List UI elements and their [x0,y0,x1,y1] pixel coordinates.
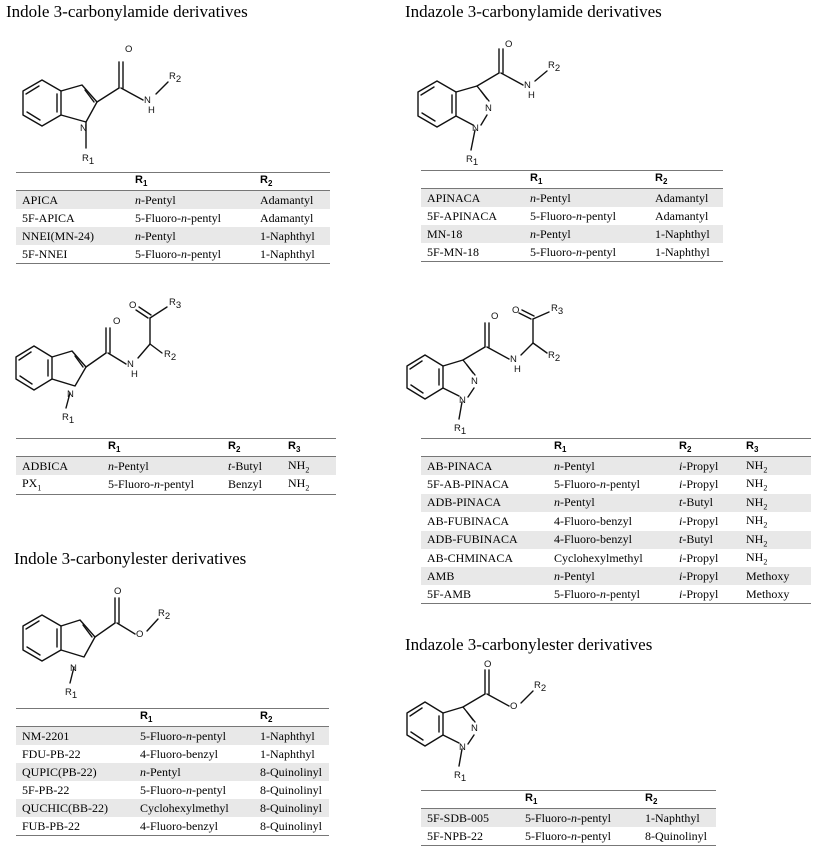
table-cell: 5-Fluoro-n-pentyl [525,828,611,843]
table-cell: n-Pentyl [548,494,673,512]
table-header-row [421,791,716,809]
table-cell: ADB-FUBINACA [421,531,548,549]
column-header: $R_3$ [740,439,811,457]
indole-carbonylamide-structure [0,30,220,170]
table-cell: 4-Fluoro-benzyl [140,818,218,833]
table-cell: $NH_2$ [746,549,768,567]
table-row [421,809,716,828]
table-row [421,567,811,585]
table-row [16,209,330,227]
nitrogen-atom: N [510,354,517,365]
table-cell: Methoxy [740,567,811,585]
oxygen-atom: O [512,305,520,316]
indazole-carbonylamide-structure [395,35,615,168]
nitrogen-atom: N [471,376,478,387]
section-title: Indazole 3-carbonylester derivatives [405,635,653,654]
hydrogen-atom: H [148,105,155,116]
table-cell: QUPIC(PB-22) [16,763,134,781]
r1-label: R1 [82,153,95,167]
table-row [16,245,330,264]
column-header [421,171,524,189]
r3-label: R3 [551,303,564,317]
table-cell: Cyclohexylmethyl [554,550,643,565]
table-cell: $NH_2$ [740,531,811,549]
table-cell: i-Propyl [673,567,740,585]
column-header: $R_2$ [254,173,330,191]
table-row [16,745,329,763]
r2-label: R2 [534,680,547,694]
r1-label: R1 [454,423,467,437]
nitrogen-atom: N [472,123,479,134]
substituent-table [16,438,336,495]
table-row [421,475,811,493]
table-cell: Adamantyl [260,210,314,225]
r2-label: R2 [164,349,177,363]
column-header: $R_1$ [524,171,649,189]
table-row [16,799,329,817]
table-row [421,827,716,846]
table-cell: 1-Naphthyl [639,809,716,828]
table-cell: n-Pentyl [548,567,673,585]
oxygen-atom: O [505,39,513,50]
indole-carbonylamide-r3-structure [0,290,220,430]
hydrogen-atom: H [131,369,138,380]
table-row [16,763,329,781]
table-cell: NM-2201 [16,727,134,746]
nitrogen-atom: N [67,389,74,400]
table-row [421,494,811,512]
section-title: Indole 3-carbonylester derivatives [14,549,247,568]
table-cell: 5F-PB-22 [22,782,70,797]
table-cell: i-Propyl [679,586,719,601]
nitrogen-atom: N [144,95,151,106]
table-cell: NNEI(MN-24) [16,227,129,245]
column-header: $R_3$ [282,439,336,457]
table-cell: $NH_2$ [282,457,336,476]
r2-label: R2 [548,350,561,364]
table-cell: AMB [421,567,548,585]
table-cell: 5F-APINACA [427,208,498,223]
table-row [421,457,811,476]
table-cell: i-Propyl [673,457,740,476]
r2-label: R2 [169,71,182,85]
column-header: $R_2$ [673,439,740,457]
table-cell: 1-Naphthyl [260,746,315,761]
r2-label: R2 [158,608,171,622]
nitrogen-atom: N [70,663,77,674]
indole-carbonylester-structure [0,575,200,700]
table-row [421,189,723,208]
table-cell: 5F-SDB-005 [421,809,519,828]
table-cell: n-Pentyl [548,457,673,476]
table-row [421,512,811,530]
table-cell: MN-18 [421,225,524,243]
table-cell: Adamantyl [655,208,709,223]
table-header-row [421,439,811,457]
substituent-table [421,170,723,262]
r1-label: R1 [62,412,75,426]
table-cell: ADBICA [16,457,102,476]
column-header: $R_1$ [129,173,254,191]
table-cell: 5F-AB-PINACA [427,477,510,492]
table-cell: 4-Fluoro-benzyl [554,513,632,528]
column-header [421,791,519,809]
table-cell: 1-Naphthyl [649,225,723,243]
table-cell: 4-Fluoro-benzyl [140,746,218,761]
oxygen-atom: O [129,300,137,311]
column-header: $R_1$ [519,791,639,809]
table-cell: 1-Naphthyl [655,244,710,259]
table-cell: 5-Fluoro-n-pentyl [108,477,194,492]
table-cell: 8-Quinolinyl [254,799,329,817]
column-header: $R_2$ [649,171,723,189]
table-cell: n-Pentyl [102,457,222,476]
column-header [16,709,134,727]
nitrogen-atom: N [485,103,492,114]
table-cell: 5-Fluoro-n-pentyl [135,246,221,261]
oxygen-atom: O [484,659,492,670]
table-cell: n-Pentyl [129,191,254,210]
table-cell: $PX_1$ [22,476,42,493]
table-cell: 5F-NNEI [22,246,68,261]
column-header: $R_2$ [222,439,282,457]
table-row [421,243,723,262]
column-header [16,173,129,191]
table-cell: i-Propyl [679,550,719,565]
oxygen-atom: O [114,586,122,597]
table-cell: 5F-NPB-22 [427,828,484,843]
table-cell: 1-Naphthyl [254,727,329,746]
table-cell: $NH_2$ [746,476,768,493]
table-cell: 8-Quinolinyl [260,818,322,833]
table-header-row [16,173,330,191]
table-cell: 5F-AMB [427,586,472,601]
table-cell: 5-Fluoro-n-pentyl [554,477,640,492]
section-title: Indole 3-carbonylamide derivatives [6,2,248,21]
hydrogen-atom: H [528,90,535,101]
column-header: $R_1$ [548,439,673,457]
table-row [421,549,811,567]
table-cell: n-Pentyl [524,189,649,208]
indazole-carbonylamide-r3-structure [395,305,615,435]
table-cell: i-Propyl [679,477,719,492]
column-header: $R_2$ [639,791,716,809]
table-header-row [16,709,329,727]
table-cell: FDU-PB-22 [22,746,81,761]
r1-label: R1 [454,770,467,784]
column-header: $R_1$ [102,439,222,457]
column-header: $R_1$ [134,709,254,727]
table-cell: Adamantyl [649,189,723,208]
table-cell: Adamantyl [254,191,330,210]
oxygen-atom: O [510,701,518,712]
r1-label: R1 [65,687,78,701]
table-row [421,531,811,549]
table-cell: APICA [16,191,129,210]
table-row [16,475,336,494]
table-cell: 5-Fluoro-n-pentyl [134,727,254,746]
table-cell: $NH_2$ [288,476,310,493]
nitrogen-atom: N [471,723,478,734]
nitrogen-atom: N [80,123,87,134]
substituent-table [16,708,329,836]
table-cell: t-Butyl [673,531,740,549]
nitrogen-atom: N [524,80,531,91]
oxygen-atom: O [491,311,499,322]
table-cell: QUCHIC(BB-22) [16,799,134,817]
table-cell: AB-PINACA [421,457,548,476]
oxygen-atom: O [125,44,133,55]
table-cell: t-Butyl [222,457,282,476]
table-row [16,227,330,245]
table-row [16,727,329,746]
table-cell: APINACA [421,189,524,208]
table-cell: FUB-PB-22 [22,818,81,833]
table-row [421,225,723,243]
nitrogen-atom: N [459,395,466,406]
table-cell: 5-Fluoro-n-pentyl [554,586,640,601]
table-header-row [421,171,723,189]
table-cell: 5-Fluoro-n-pentyl [140,782,226,797]
table-cell: n-Pentyl [129,227,254,245]
table-cell: $NH_2$ [746,513,768,530]
table-header-row [16,439,336,457]
table-cell: Methoxy [746,586,790,601]
table-cell: 5-Fluoro-n-pentyl [135,210,221,225]
table-row [16,457,336,476]
table-row [16,817,329,836]
table-cell: t-Butyl [673,494,740,512]
table-cell: n-Pentyl [524,225,649,243]
r1-label: R1 [466,154,479,168]
r3-label: R3 [169,297,182,311]
oxygen-atom: O [113,316,121,327]
table-row [421,207,723,225]
substituent-table [421,790,716,846]
table-cell: 5F-MN-18 [427,244,480,259]
table-cell: 5-Fluoro-n-pentyl [519,809,639,828]
table-cell: 1-Naphthyl [260,246,315,261]
table-cell: ADB-PINACA [421,494,548,512]
table-cell: i-Propyl [679,513,719,528]
indazole-carbonylester-structure [395,660,595,785]
oxygen-atom: O [136,629,144,640]
substituent-table [16,172,330,264]
table-cell: AB-CHMINACA [427,550,514,565]
hydrogen-atom: H [514,364,521,375]
r2-label: R2 [548,60,561,74]
table-row [16,191,330,210]
table-row [421,585,811,604]
table-cell: AB-FUBINACA [427,513,510,528]
column-header [421,439,548,457]
nitrogen-atom: N [459,742,466,753]
table-cell: 5-Fluoro-n-pentyl [530,244,616,259]
table-cell: 8-Quinolinyl [645,828,707,843]
table-cell: Cyclohexylmethyl [134,799,254,817]
table-row [16,781,329,799]
table-cell: $NH_2$ [740,494,811,512]
nitrogen-atom: N [127,359,134,370]
table-cell: 1-Naphthyl [254,227,330,245]
table-cell: 4-Fluoro-benzyl [548,531,673,549]
table-cell: 5-Fluoro-n-pentyl [530,208,616,223]
table-cell: 5F-APICA [22,210,75,225]
substituent-table [421,438,811,604]
table-cell: 8-Quinolinyl [260,782,322,797]
section-title: Indazole 3-carbonylamide derivatives [405,2,662,21]
table-cell: $NH_2$ [740,457,811,476]
column-header [16,439,102,457]
table-cell: n-Pentyl [134,763,254,781]
column-header: $R_2$ [254,709,329,727]
table-cell: 8-Quinolinyl [254,763,329,781]
table-cell: Benzyl [228,477,262,492]
